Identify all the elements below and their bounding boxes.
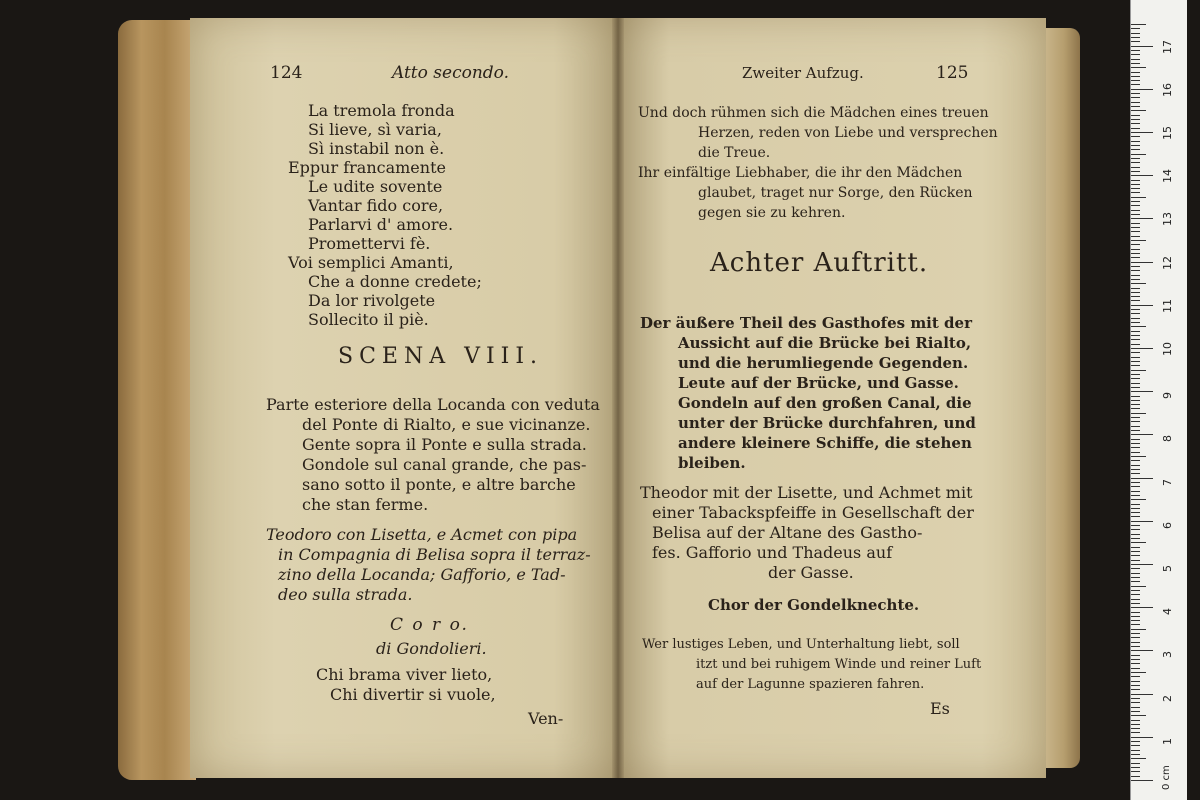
ruler-tick bbox=[1131, 560, 1140, 561]
ruler-tick bbox=[1131, 378, 1140, 379]
ruler-tick bbox=[1131, 231, 1140, 232]
ruler-tick bbox=[1131, 214, 1140, 215]
ruler-tick bbox=[1131, 698, 1140, 699]
character-line: Theodor mit der Lisette, und Achmet mit bbox=[640, 483, 973, 502]
ruler-tick bbox=[1131, 581, 1140, 582]
ruler-number: 11 bbox=[1161, 298, 1174, 313]
ruler-tick bbox=[1131, 754, 1140, 755]
ruler-number: 5 bbox=[1161, 565, 1174, 572]
ruler-tick bbox=[1131, 253, 1140, 254]
ruler-tick bbox=[1131, 167, 1140, 168]
right-page bbox=[618, 18, 1046, 778]
ruler-tick bbox=[1131, 728, 1140, 729]
ruler-number: 14 bbox=[1161, 169, 1174, 184]
ruler-tick bbox=[1131, 426, 1140, 427]
scene-heading: SCENA VIII. bbox=[338, 344, 544, 369]
ruler-tick bbox=[1131, 516, 1140, 517]
verse-line: Promettervi fè. bbox=[308, 234, 431, 253]
ruler-tick bbox=[1131, 210, 1140, 211]
ruler-tick bbox=[1131, 758, 1146, 759]
ruler-tick bbox=[1131, 374, 1140, 375]
verse-line: Parlarvi d' amore. bbox=[308, 215, 454, 234]
text-line: Ihr einfältige Liebhaber, die ihr den Mädchen bbox=[638, 165, 963, 181]
ruler-tick bbox=[1131, 486, 1140, 487]
ruler-tick bbox=[1131, 175, 1153, 176]
ruler-tick bbox=[1131, 547, 1140, 548]
character-line: Belisa auf der Altane des Gastho- bbox=[652, 523, 923, 542]
ruler-tick bbox=[1131, 279, 1140, 280]
ruler-tick bbox=[1131, 76, 1140, 77]
ruler-tick bbox=[1131, 655, 1140, 656]
stage-direction-line: und die herumliegende Gegenden. bbox=[678, 354, 969, 372]
ruler-tick bbox=[1131, 240, 1146, 241]
ruler-number: 13 bbox=[1161, 212, 1174, 227]
ruler-tick bbox=[1131, 331, 1140, 332]
ruler-tick bbox=[1131, 59, 1140, 60]
ruler-tick bbox=[1131, 136, 1140, 137]
stage-direction-line: unter der Brücke durchfahren, und bbox=[678, 414, 976, 432]
ruler-tick bbox=[1131, 97, 1140, 98]
ruler-tick bbox=[1131, 365, 1140, 366]
ruler-tick bbox=[1131, 300, 1140, 301]
ruler-tick bbox=[1131, 370, 1146, 371]
ruler-tick bbox=[1131, 616, 1140, 617]
ruler-tick bbox=[1131, 223, 1140, 224]
measurement-ruler bbox=[1130, 0, 1187, 800]
ruler-tick bbox=[1131, 452, 1140, 453]
character-line: Teodoro con Lisetta, e Acmet con pipa bbox=[266, 525, 578, 544]
ruler-tick bbox=[1131, 663, 1140, 664]
stage-direction-line: Aussicht auf die Brücke bei Rialto, bbox=[678, 334, 972, 352]
ruler-tick bbox=[1131, 46, 1153, 47]
ruler-tick bbox=[1131, 115, 1140, 116]
ruler-tick bbox=[1131, 590, 1140, 591]
chor-heading: Chor der Gondelknechte. bbox=[708, 596, 920, 614]
verse-line: Sì instabil non è. bbox=[308, 139, 445, 158]
book-fore-edge-right bbox=[1040, 28, 1080, 768]
ruler-tick bbox=[1131, 339, 1140, 340]
ruler-tick bbox=[1131, 400, 1140, 401]
ruler-tick bbox=[1131, 80, 1140, 81]
ruler-tick bbox=[1131, 676, 1140, 677]
stage-direction-line: sano sotto il ponte, e altre barche bbox=[302, 475, 576, 494]
ruler-tick bbox=[1131, 54, 1140, 55]
ruler-tick bbox=[1131, 720, 1140, 721]
ruler-tick bbox=[1131, 37, 1140, 38]
ruler-tick bbox=[1131, 93, 1140, 94]
ruler-tick bbox=[1131, 132, 1153, 133]
song-line: Wer lustiges Leben, und Unterhaltung liebt, soll bbox=[642, 637, 960, 652]
ruler-tick bbox=[1131, 689, 1140, 690]
ruler-tick bbox=[1131, 257, 1140, 258]
ruler-tick bbox=[1131, 732, 1140, 733]
book-gutter bbox=[612, 18, 624, 778]
ruler-tick bbox=[1131, 154, 1146, 155]
ruler-tick bbox=[1131, 620, 1140, 621]
ruler-number: 17 bbox=[1161, 39, 1174, 54]
ruler-tick bbox=[1131, 737, 1153, 738]
catchword: Ven- bbox=[528, 709, 564, 728]
ruler-tick bbox=[1131, 348, 1153, 349]
ruler-tick bbox=[1131, 296, 1140, 297]
ruler-number: 3 bbox=[1161, 651, 1174, 659]
ruler-tick bbox=[1131, 469, 1140, 470]
ruler-tick bbox=[1131, 473, 1140, 474]
ruler-tick bbox=[1131, 322, 1140, 323]
ruler-tick bbox=[1131, 283, 1146, 284]
ruler-tick bbox=[1131, 33, 1140, 34]
ruler-tick bbox=[1131, 188, 1140, 189]
ruler-tick bbox=[1131, 413, 1146, 414]
ruler-tick bbox=[1131, 197, 1146, 198]
ruler-tick bbox=[1131, 102, 1140, 103]
ruler-tick bbox=[1131, 305, 1153, 306]
ruler-tick bbox=[1131, 629, 1146, 630]
ruler-tick bbox=[1131, 63, 1140, 64]
ruler-tick bbox=[1131, 218, 1153, 219]
verse-line: Che a donne credete; bbox=[308, 272, 482, 291]
ruler-tick bbox=[1131, 711, 1140, 712]
ruler-number: 4 bbox=[1161, 608, 1174, 616]
ruler-tick bbox=[1131, 724, 1140, 725]
verse-line: Eppur francamente bbox=[288, 158, 446, 177]
stage-direction-line: bleiben. bbox=[678, 454, 746, 472]
ruler-tick bbox=[1131, 771, 1140, 772]
ruler-tick bbox=[1131, 603, 1140, 604]
ruler-tick bbox=[1131, 564, 1153, 565]
ruler-tick bbox=[1131, 542, 1146, 543]
verse-line: Vantar fido core, bbox=[308, 196, 444, 215]
ruler-tick bbox=[1131, 521, 1153, 522]
ruler-tick bbox=[1131, 84, 1140, 85]
ruler-tick bbox=[1131, 205, 1140, 206]
ruler-tick bbox=[1131, 352, 1140, 353]
ruler-tick bbox=[1131, 750, 1140, 751]
stage-direction-line: Gondole sul canal grande, che pas- bbox=[302, 455, 587, 474]
ruler-tick bbox=[1131, 344, 1140, 345]
ruler-tick bbox=[1131, 262, 1153, 263]
ruler-tick bbox=[1131, 236, 1140, 237]
ruler-tick bbox=[1131, 439, 1140, 440]
ruler-tick bbox=[1131, 145, 1140, 146]
ruler-tick bbox=[1131, 776, 1140, 777]
ruler-tick bbox=[1131, 607, 1153, 608]
text-line: glaubet, traget nur Sorge, den Rücken bbox=[698, 185, 973, 201]
ruler-tick bbox=[1131, 499, 1146, 500]
stage-direction-line: del Ponte di Rialto, e sue vicinanze. bbox=[302, 415, 591, 434]
ruler-tick bbox=[1131, 119, 1140, 120]
character-line: der Gasse. bbox=[768, 563, 854, 582]
ruler-tick bbox=[1131, 443, 1140, 444]
ruler-tick bbox=[1131, 180, 1140, 181]
verse-line: La tremola fronda bbox=[308, 101, 455, 120]
ruler-tick bbox=[1131, 309, 1140, 310]
ruler-tick bbox=[1131, 89, 1153, 90]
catchword: Es bbox=[930, 699, 950, 718]
text-line: die Treue. bbox=[698, 145, 771, 161]
ruler-number: 2 bbox=[1161, 694, 1174, 702]
ruler-tick bbox=[1131, 495, 1140, 496]
ruler-tick bbox=[1131, 668, 1140, 669]
ruler-tick bbox=[1131, 555, 1140, 556]
ruler-tick bbox=[1131, 624, 1140, 625]
ruler-tick bbox=[1131, 534, 1140, 535]
ruler-tick bbox=[1131, 685, 1140, 686]
ruler-tick bbox=[1131, 249, 1140, 250]
ruler-tick bbox=[1131, 460, 1140, 461]
ruler-tick bbox=[1131, 149, 1140, 150]
text-line: gegen sie zu kehren. bbox=[698, 205, 846, 221]
ruler-tick bbox=[1131, 106, 1140, 107]
ruler-tick bbox=[1131, 529, 1140, 530]
ruler-tick bbox=[1131, 577, 1140, 578]
ruler-tick bbox=[1131, 434, 1153, 435]
character-line: einer Tabackspfeiffe in Gesellschaft der bbox=[652, 503, 974, 522]
ruler-number: 12 bbox=[1161, 255, 1174, 270]
ruler-tick bbox=[1131, 456, 1146, 457]
ruler-tick bbox=[1131, 741, 1140, 742]
ruler-tick bbox=[1131, 694, 1153, 695]
ruler-tick bbox=[1131, 72, 1140, 73]
ruler-number: 10 bbox=[1161, 342, 1174, 356]
coro-heading: C o r o. bbox=[390, 615, 469, 635]
stage-direction-line: Der äußere Theil des Gasthofes mit der bbox=[640, 314, 972, 332]
left-page bbox=[190, 18, 618, 778]
ruler-tick bbox=[1131, 110, 1146, 111]
ruler-tick bbox=[1131, 642, 1140, 643]
text-line: Und doch rühmen sich die Mädchen eines treuen bbox=[638, 105, 989, 121]
ruler-tick bbox=[1131, 41, 1140, 42]
stage-direction-line: Parte esteriore della Locanda con veduta bbox=[266, 395, 600, 414]
ruler-tick bbox=[1131, 672, 1146, 673]
ruler-tick bbox=[1131, 512, 1140, 513]
ruler-tick bbox=[1131, 158, 1140, 159]
ruler-tick bbox=[1131, 447, 1140, 448]
ruler-tick bbox=[1131, 715, 1146, 716]
ruler-tick bbox=[1131, 612, 1140, 613]
ruler-tick bbox=[1131, 361, 1140, 362]
ruler-tick bbox=[1131, 681, 1140, 682]
ruler-tick bbox=[1131, 586, 1146, 587]
ruler-tick bbox=[1131, 508, 1140, 509]
stage-direction-line: che stan ferme. bbox=[302, 495, 429, 514]
ruler-tick bbox=[1131, 404, 1140, 405]
character-line: zino della Locanda; Gafforio, e Tad- bbox=[278, 565, 566, 584]
ruler-tick bbox=[1131, 292, 1140, 293]
stage-direction-line: Gondeln auf den großen Canal, die bbox=[678, 394, 972, 412]
verse-line: Voi semplici Amanti, bbox=[288, 253, 454, 272]
ruler-tick bbox=[1131, 141, 1140, 142]
ruler-tick bbox=[1131, 430, 1140, 431]
ruler-number: 8 bbox=[1161, 435, 1174, 443]
ruler-tick bbox=[1131, 227, 1140, 228]
stage-direction-line: andere kleinere Schiffe, die stehen bbox=[678, 434, 972, 452]
ruler-tick bbox=[1131, 646, 1140, 647]
ruler-tick bbox=[1131, 270, 1140, 271]
ruler-number: 6 bbox=[1161, 521, 1174, 529]
right-page-number: 125 bbox=[936, 63, 969, 83]
ruler-tick bbox=[1131, 313, 1140, 314]
song-line: Chi brama viver lieto, bbox=[316, 665, 493, 684]
book-fore-edge-left bbox=[118, 20, 196, 780]
ruler-number: 15 bbox=[1161, 126, 1174, 140]
stage-direction-line: Leute auf der Brücke, und Gasse. bbox=[678, 374, 959, 392]
verse-line: Da lor rivolgete bbox=[308, 291, 436, 310]
ruler-tick bbox=[1131, 244, 1140, 245]
right-running-head: Zweiter Aufzug. bbox=[742, 64, 864, 82]
verse-line: Si lieve, sì varia, bbox=[308, 120, 442, 139]
ruler-tick bbox=[1131, 28, 1140, 29]
ruler-tick bbox=[1131, 465, 1140, 466]
ruler-tick bbox=[1131, 707, 1140, 708]
ruler-tick bbox=[1131, 383, 1140, 384]
ruler-tick bbox=[1131, 633, 1140, 634]
ruler-tick bbox=[1131, 24, 1146, 25]
ruler-tick bbox=[1131, 417, 1140, 418]
ruler-tick bbox=[1131, 504, 1140, 505]
character-line: fes. Gafforio und Thadeus auf bbox=[652, 543, 893, 562]
ruler-unit-label: 0 cm bbox=[1161, 765, 1172, 790]
ruler-tick bbox=[1131, 335, 1140, 336]
coro-subheading: di Gondolieri. bbox=[376, 639, 487, 658]
ruler-tick bbox=[1131, 387, 1140, 388]
ruler-number: 7 bbox=[1161, 478, 1174, 486]
ruler-tick bbox=[1131, 478, 1153, 479]
song-line: auf der Lagunne spazieren fahren. bbox=[696, 677, 925, 692]
ruler-tick bbox=[1131, 391, 1153, 392]
ruler-tick bbox=[1131, 318, 1140, 319]
verse-line: Sollecito il piè. bbox=[308, 310, 429, 329]
ruler-tick bbox=[1131, 171, 1140, 172]
ruler-tick bbox=[1131, 551, 1140, 552]
character-line: in Compagnia di Belisa sopra il terraz- bbox=[278, 545, 591, 564]
ruler-tick bbox=[1131, 573, 1140, 574]
ruler-tick bbox=[1131, 780, 1153, 781]
ruler-tick bbox=[1131, 396, 1140, 397]
ruler-tick bbox=[1131, 594, 1140, 595]
ruler-tick bbox=[1131, 201, 1140, 202]
ruler-tick bbox=[1131, 491, 1140, 492]
song-line: itzt und bei ruhigem Winde und reiner Luft bbox=[696, 657, 982, 672]
ruler-tick bbox=[1131, 659, 1140, 660]
ruler-tick bbox=[1131, 50, 1140, 51]
ruler-tick bbox=[1131, 538, 1140, 539]
ruler-number: 16 bbox=[1161, 82, 1174, 97]
ruler-tick bbox=[1131, 650, 1153, 651]
ruler-tick bbox=[1131, 357, 1140, 358]
ruler-tick bbox=[1131, 702, 1140, 703]
ruler-tick bbox=[1131, 123, 1140, 124]
ruler-tick bbox=[1131, 408, 1140, 409]
stage-direction-line: Gente sopra il Ponte e sulla strada. bbox=[302, 435, 587, 454]
ruler-tick bbox=[1131, 288, 1140, 289]
ruler-tick bbox=[1131, 525, 1140, 526]
scene-heading-german: Achter Auftritt. bbox=[710, 248, 929, 278]
ruler-tick bbox=[1131, 568, 1140, 569]
left-page-number: 124 bbox=[270, 63, 303, 83]
ruler-number: 1 bbox=[1161, 737, 1174, 745]
ruler-tick bbox=[1131, 745, 1140, 746]
left-running-head: Atto secondo. bbox=[392, 63, 509, 83]
ruler-tick bbox=[1131, 184, 1140, 185]
ruler-tick bbox=[1131, 637, 1140, 638]
ruler-tick bbox=[1131, 326, 1146, 327]
ruler-number: 9 bbox=[1161, 392, 1174, 400]
ruler-tick bbox=[1131, 192, 1140, 193]
ruler-tick bbox=[1131, 162, 1140, 163]
ruler-tick bbox=[1131, 266, 1140, 267]
song-line: Chi divertir si vuole, bbox=[330, 685, 496, 704]
character-line: deo sulla strada. bbox=[278, 585, 413, 604]
text-line: Herzen, reden von Liebe und versprechen bbox=[698, 125, 998, 141]
ruler-tick bbox=[1131, 767, 1140, 768]
ruler-tick bbox=[1131, 482, 1140, 483]
ruler-tick bbox=[1131, 599, 1140, 600]
ruler-tick bbox=[1131, 275, 1140, 276]
ruler-tick bbox=[1131, 128, 1140, 129]
ruler-tick bbox=[1131, 421, 1140, 422]
verse-line: Le udite sovente bbox=[308, 177, 443, 196]
ruler-tick bbox=[1131, 763, 1140, 764]
ruler-tick bbox=[1131, 67, 1146, 68]
